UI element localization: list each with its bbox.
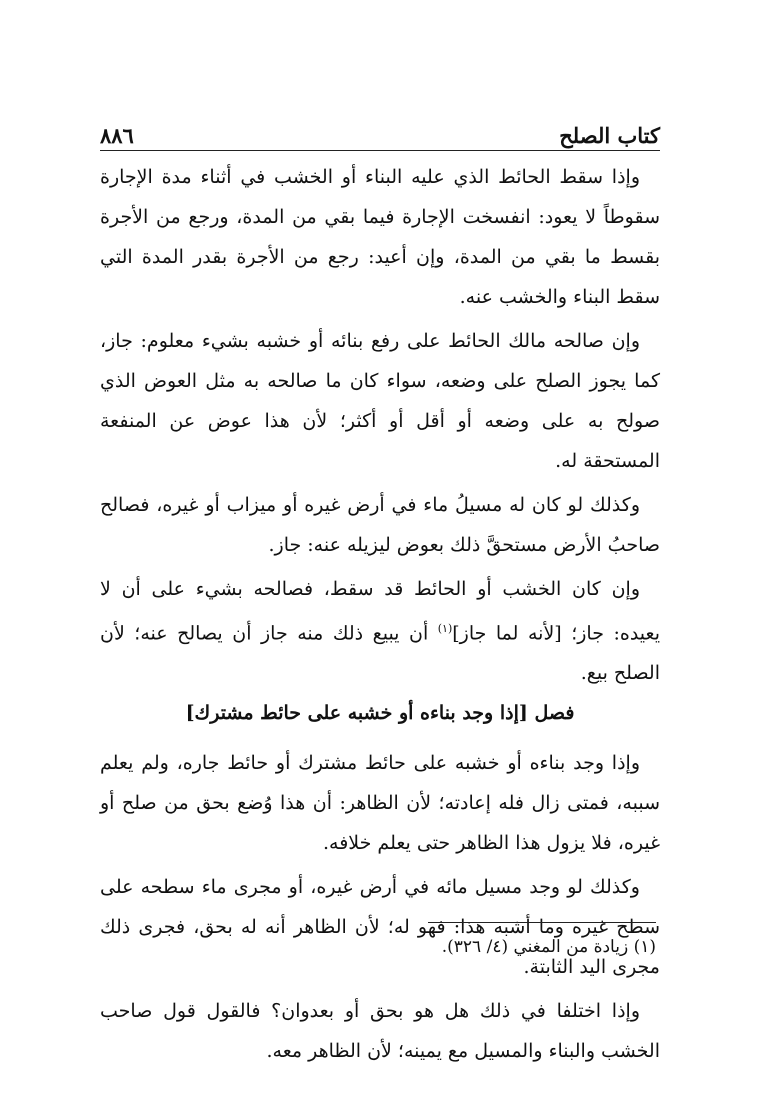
paragraph-with-footnote (100, 569, 660, 693)
paragraph-text-part: وإن كان الخشب أو الحائط قد سقط، فصالحه بشيء على أن لا يعيده: جاز؛ [لأنه لما جاز] (100, 578, 660, 645)
footnotes (100, 934, 656, 960)
section-heading: فصل [إذا وجد بناءه أو خشبه على حائط مشترك] (185, 702, 575, 725)
footnote-item: (١) زيادة من المغني (٤/ ٣٢٦). (441, 937, 656, 957)
page-number: ٨٨٦ (100, 123, 134, 148)
paragraph: وإن صالحه مالك الحائط على رفع بنائه أو خشبه بشيء معلوم: جاز، كما يجوز الصلح على وضعه، سواء كان ما صالحه به مثل العوض الذي صولح به على وضعه أو أقل أو أكثر؛ لأن هذا عوض عن المنفعة المستحقة له. (100, 330, 660, 472)
paragraph: وإذا سقط الحائط الذي عليه البناء أو الخشب في أثناء مدة الإجارة سقوطاً لا يعود: انفسخت الإجارة فيما بقي من المدة، ورجع من الأجرة بقسط ما بقي من المدة، وإن أعيد: رجع من الأجرة بقدر المدة التي سقط البناء والخشب عنه. (100, 166, 660, 308)
footnote-divider (428, 922, 656, 923)
paragraph: وإذا اختلفا في ذلك هل هو بحق أو بعدوان؟ فالقول قول صاحب الخشب والبناء والمسيل مع يمينه؛ لأن الظاهر معه. (100, 1000, 660, 1063)
chapter-title: كتاب الصلح (559, 123, 660, 148)
footnote-reference[interactable]: (١) (437, 622, 453, 635)
paragraph: وإذا وجد بناءه أو خشبه على حائط مشترك أو حائط جاره، ولم يعلم سببه، فمتى زال فله إعادته؛ لأن الظاهر: أن هذا وُضع بحق من صلح أو غيره، فلا يزول هذا الظاهر حتى يعلم خلافه. (100, 752, 660, 855)
paragraph: وكذلك لو وجد مسيل مائه في أرض غيره، أو مجرى ماء سطحه على سطح غيره وما أشبه هذا: فهو له؛ لأن الظاهر أنه له بحق، فجرى ذلك مجرى اليد الثابتة. (100, 876, 660, 979)
page-body (100, 112, 660, 1071)
running-header (100, 112, 660, 151)
paragraph: وكذلك لو كان له مسيلُ ماء في أرض غيره أو ميزاب أو غيره، فصالح صاحبُ الأرض مستحقَّ ذلك بعوض ليزيله عنه: جاز. (100, 494, 660, 556)
paragraph-text-part: أن يبيع ذلك منه جاز أن يصالح عنه؛ لأن الصلح بيع. (100, 622, 660, 685)
